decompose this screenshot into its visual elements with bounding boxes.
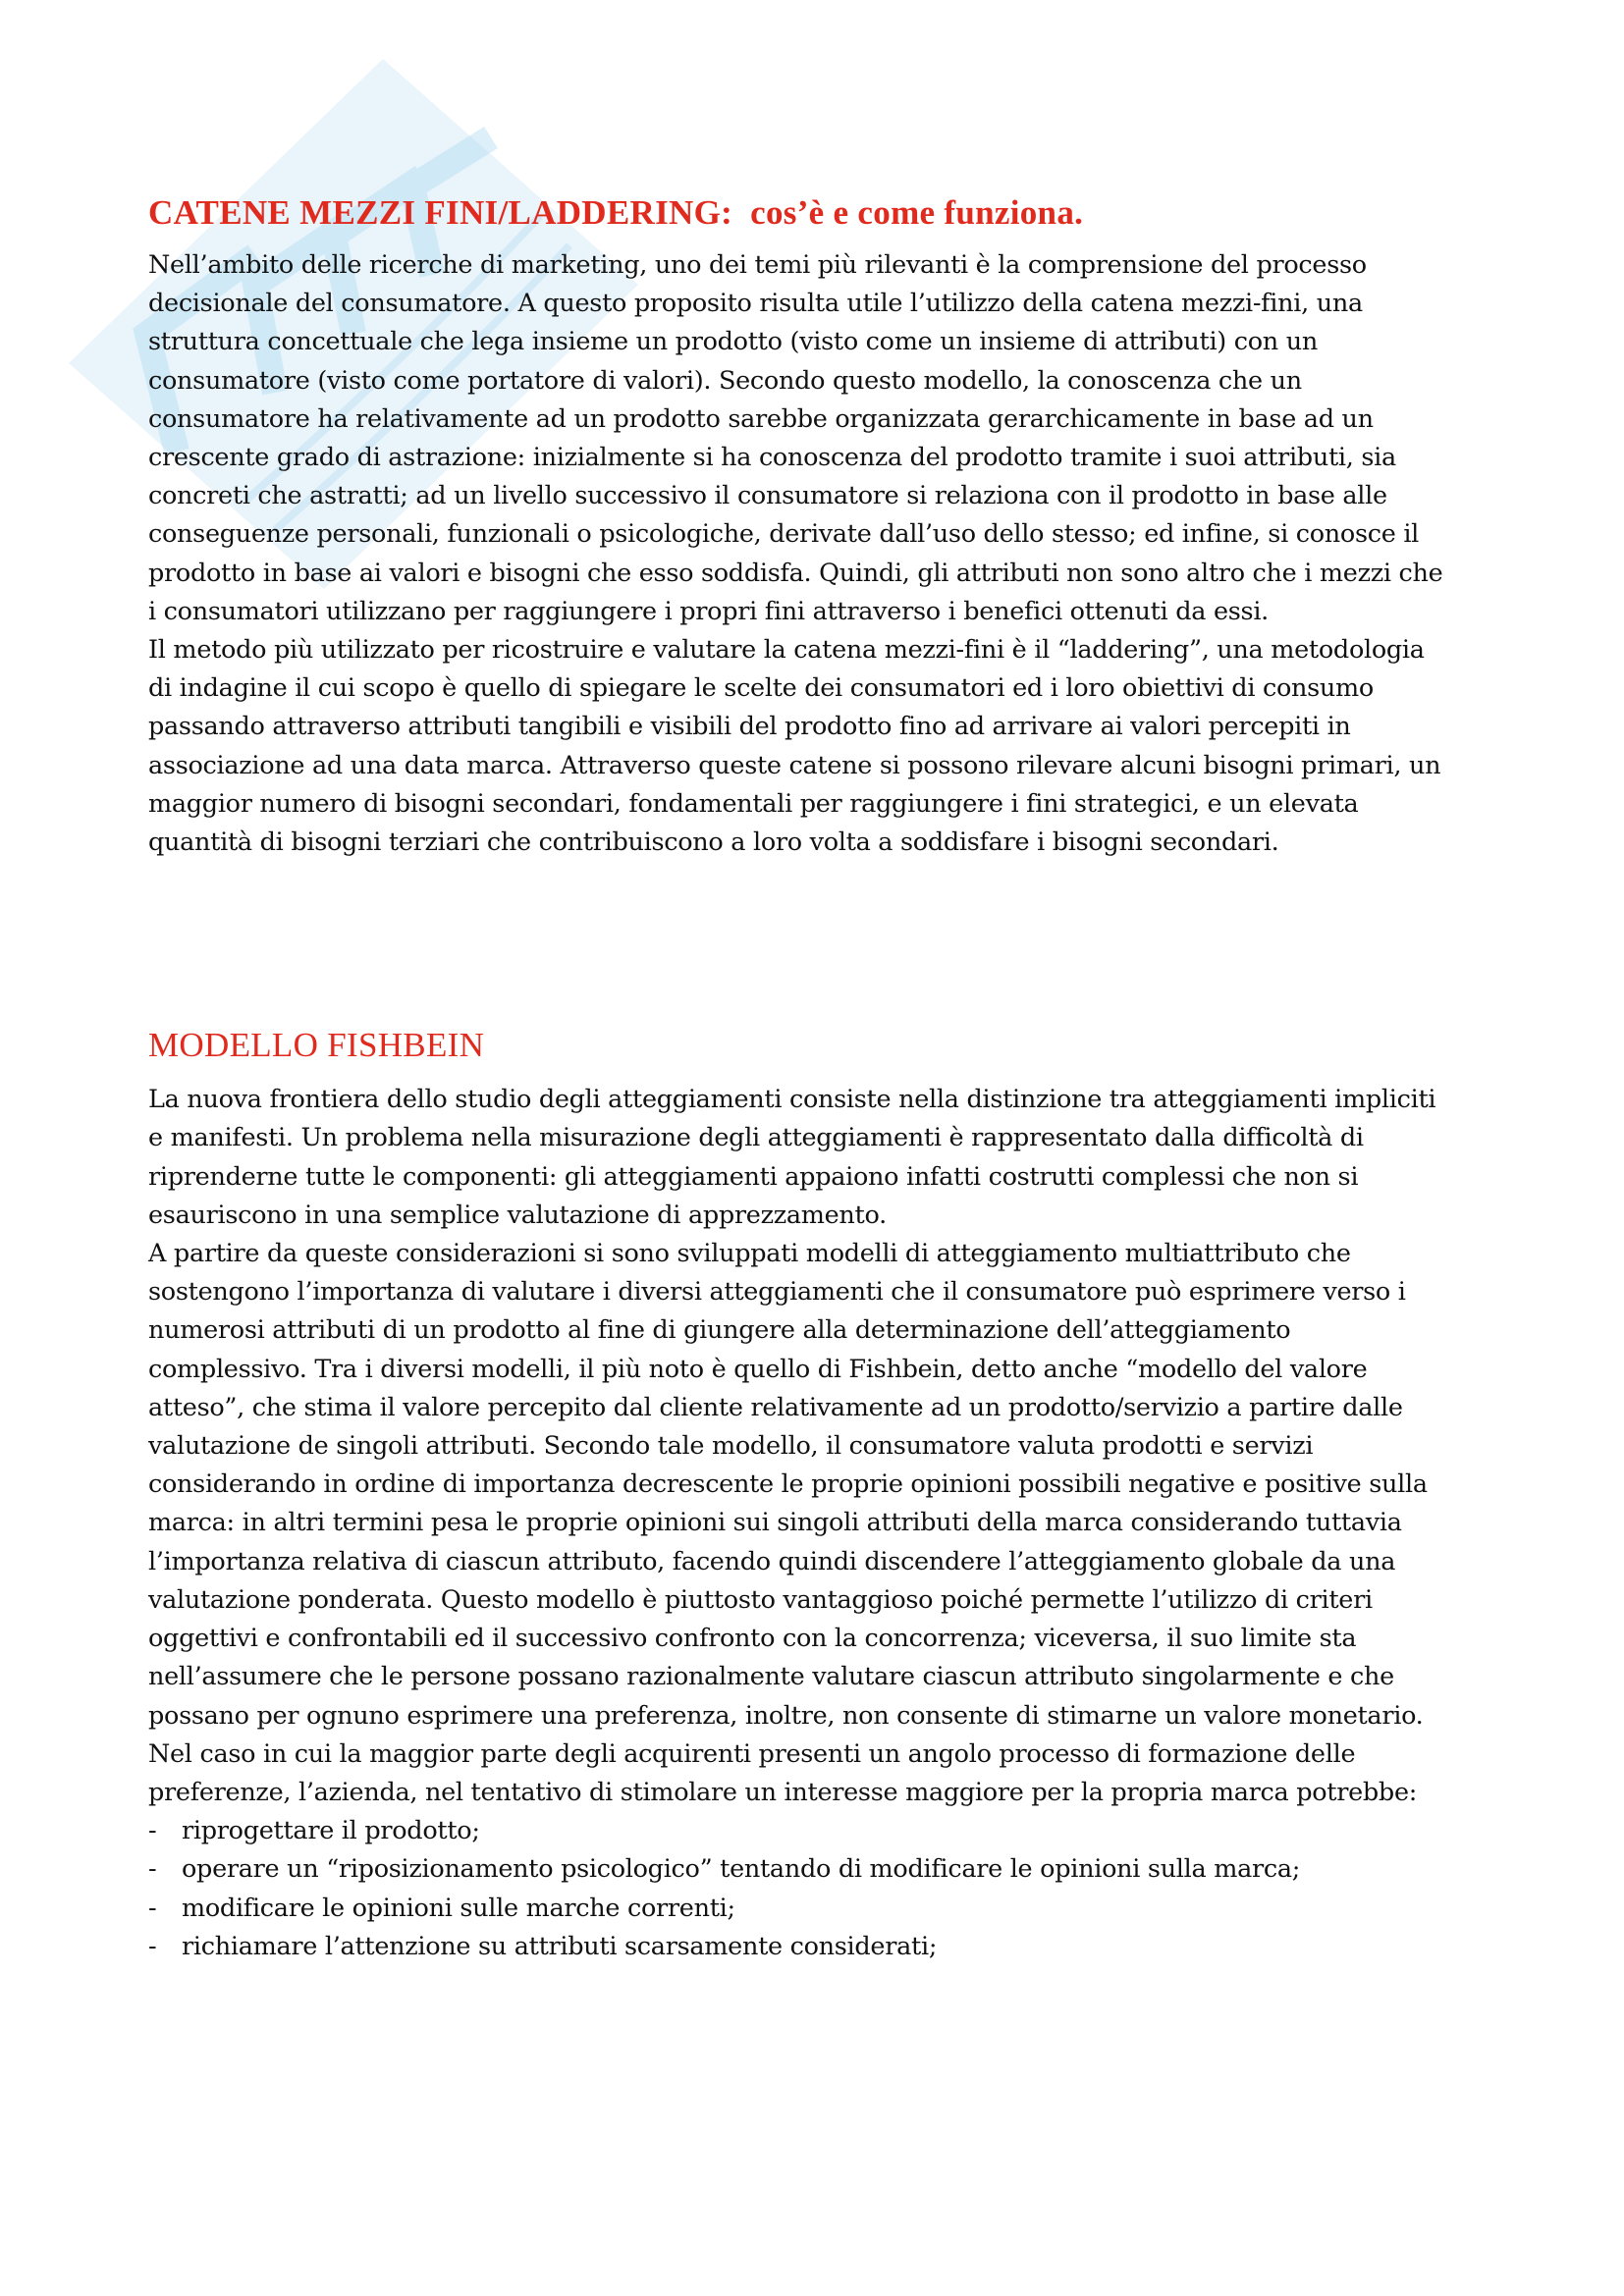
dash-bullet: - xyxy=(148,1854,157,1885)
section-title-catene xyxy=(148,191,1444,235)
section-spacer xyxy=(148,862,1444,1024)
section-modello-fishbein xyxy=(148,1024,1444,1966)
section1-body xyxy=(148,246,1444,862)
paragraph: La nuova frontiera dello studio degli atteggiamenti consiste nella distinzione tra atteggiamenti impliciti e manifesti. Un problema nella misurazione degli atteggiamenti è rappresentato dalla difficoltà di riprenderne tutte le componenti: gli atteggiamenti appaiono infatti costrutti complessi che non si esauriscono in una semplice valutazione di apprezzamento. xyxy=(148,1085,1436,1230)
dash-bullet: - xyxy=(148,1931,157,1961)
list-item xyxy=(148,1812,1444,1850)
document-content xyxy=(148,191,1444,1966)
list-item-text: richiamare l’attenzione su attributi scarsamente considerati; xyxy=(182,1931,938,1961)
dash-bullet: - xyxy=(148,1893,157,1923)
section2-body xyxy=(148,1081,1444,1966)
list-item xyxy=(148,1928,1444,1966)
title-main: CATENE MEZZI FINI/LADDERING: xyxy=(148,193,733,232)
list-item-text: modificare le opinioni sulle marche correnti; xyxy=(182,1893,735,1923)
paragraph: Nel caso in cui la maggior parte degli acquirenti presenti un angolo processo di formazione delle preferenze, l’azienda, nel tentativo di stimolare un interesse maggiore per la propria marca potrebbe: xyxy=(148,1738,1418,1807)
paragraph: A partire da queste considerazioni si sono sviluppati modelli di atteggiamento multiattributo che sostengono l’importanza di valutare i diversi atteggiamenti che il consumatore può esprimere verso i numerosi attributi di un prodotto al fine di giungere alla determinazione dell’atteggiamento complessivo. Tra i diversi modelli, il più noto è quello di Fishbein, detto anche “modello del valore atteso”, che stima il valore percepito dal cliente relativamente ad un prodotto/servizio a partire dalle valutazione de singoli attributi. Secondo tale modello, il consumatore valuta prodotti e servizi considerando in ordine di importanza decrescente le proprie opinioni possibili negative e positive sulla marca: in altri termini pesa le proprie opinioni sui singoli attributi della marca considerando tuttavia l’importanza relativa di ciascun attributo, facendo quindi discendere l’atteggiamento globale da una valutazione ponderata. Questo modello è piuttosto vantaggioso poiché permette l’utilizzo di criteri oggettivi e confrontabili ed il successivo confronto con la concorrenza; viceversa, il suo limite sta nell’assumere che le persone possano razionalmente valutare ciascun attributo singolarmente e che possano per ognuno esprimere una preferenza, inoltre, non consente di stimarne un valore monetario. xyxy=(148,1239,1428,1731)
paragraph: Nell’ambito delle ricerche di marketing, uno dei temi più rilevanti è la comprensione del processo decisionale del consumatore. A questo proposito risulta utile l’utilizzo della catena mezzi-fini, una struttura concettuale che lega insieme un prodotto (visto come un insieme di attributi) con un consumatore (visto come portatore di valori). Secondo questo modello, la conoscenza che un consumatore ha relativamente ad un prodotto sarebbe organizzata gerarchicamente in base ad un crescente grado di astrazione: inizialmente si ha conoscenza del prodotto tramite i suoi attributi, sia concreti che astratti; ad un livello successivo il consumatore si relaziona con il prodotto in base alle conseguenze personali, funzionali o psicologiche, derivate dall’uso dello stesso; ed infine, si conosce il prodotto in base ai valori e bisogni che esso soddisfa. Quindi, gli attributi non sono altro che i mezzi che i consumatori utilizzano per raggiungere i propri fini attraverso i benefici ottenuti da essi. xyxy=(148,250,1443,626)
title-subtitle: cos’è e come funziona. xyxy=(750,193,1084,232)
strategy-list xyxy=(148,1812,1444,1966)
dash-bullet: - xyxy=(148,1816,157,1846)
paragraph: Il metodo più utilizzato per ricostruire e valutare la catena mezzi-fini è il “laddering”, una metodologia di indagine il cui scopo è quello di spiegare le scelte dei consumatori ed i loro obiettivi di consumo passando attraverso attributi tangibili e visibili del prodotto fino ad arrivare ai valori percepiti in associazione ad una data marca. Attraverso queste catene si possono rilevare alcuni bisogni primari, un maggior numero di bisogni secondari, fondamentali per raggiungere i fini strategici, e un elevata quantità di bisogni terziari che contribuiscono a loro volta a soddisfare i bisogni secondari. xyxy=(148,635,1441,858)
list-item-text: riprogettare il prodotto; xyxy=(182,1816,480,1846)
list-item xyxy=(148,1890,1444,1928)
section-title-fishbein: MODELLO FISHBEIN xyxy=(148,1026,485,1065)
list-item-text: operare un “riposizionamento psicologico” tentando di modificare le opinioni sulla marca; xyxy=(182,1854,1301,1885)
section-catene-mezzi-fini xyxy=(148,191,1444,862)
list-item xyxy=(148,1850,1444,1889)
